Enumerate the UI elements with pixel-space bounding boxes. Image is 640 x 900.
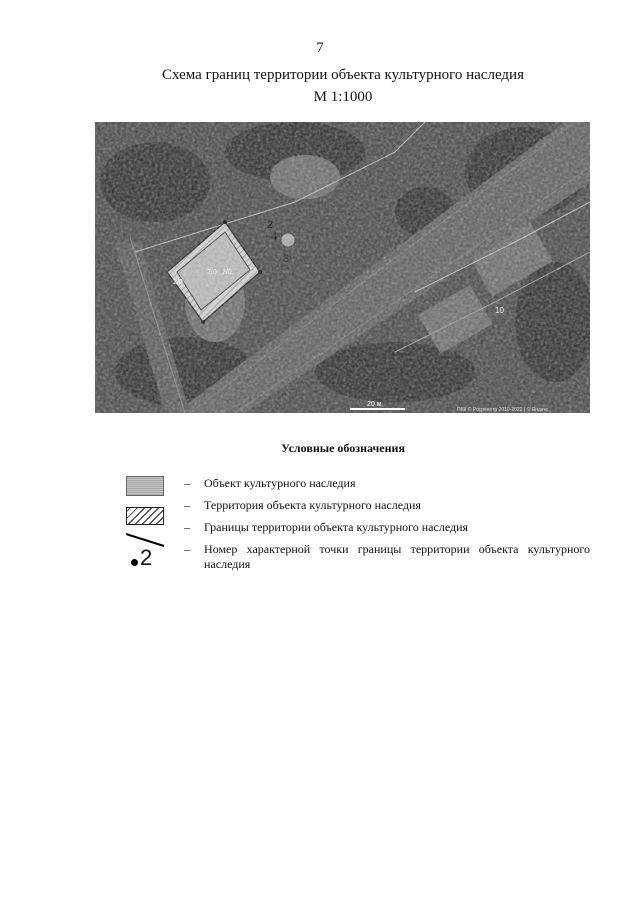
map-title-line: Схема границ территории объекта культурного наследия (162, 67, 524, 83)
legend-dash: – (184, 542, 190, 556)
hatched-swatch-icon (126, 507, 164, 525)
legend-dash: – (184, 498, 190, 512)
legend-dash: – (184, 476, 190, 490)
map-title (0, 64, 640, 108)
page-number: 7 (316, 40, 324, 56)
scale-bar-label: 20 м (367, 401, 382, 408)
imagery-texture (95, 122, 590, 413)
legend-title: Условные обозначения (281, 441, 405, 455)
map-attribution: ПКК © Росреестр 2010-2022 | © Яндекс (457, 407, 549, 413)
point-dot-icon (131, 559, 138, 566)
legend-item-label: Территория объекта культурного наследия (204, 498, 421, 512)
aerial-map-canvas (95, 122, 590, 413)
point-marker-icon (131, 547, 152, 570)
point-marker-label: 2 (140, 545, 153, 570)
legend-item-label: Границы территории объекта культурного наследия (204, 520, 469, 534)
legend-item-label: Объект культурного наследия (204, 476, 356, 490)
legend-item-label: Номер характерной точки границы территории объекта культурного наследия (204, 542, 590, 571)
aerial-map[interactable] (95, 122, 590, 413)
legend-dash: – (184, 520, 190, 534)
gray-fill-swatch-icon (126, 476, 164, 496)
map-scale-label: М 1:1000 (313, 89, 373, 105)
